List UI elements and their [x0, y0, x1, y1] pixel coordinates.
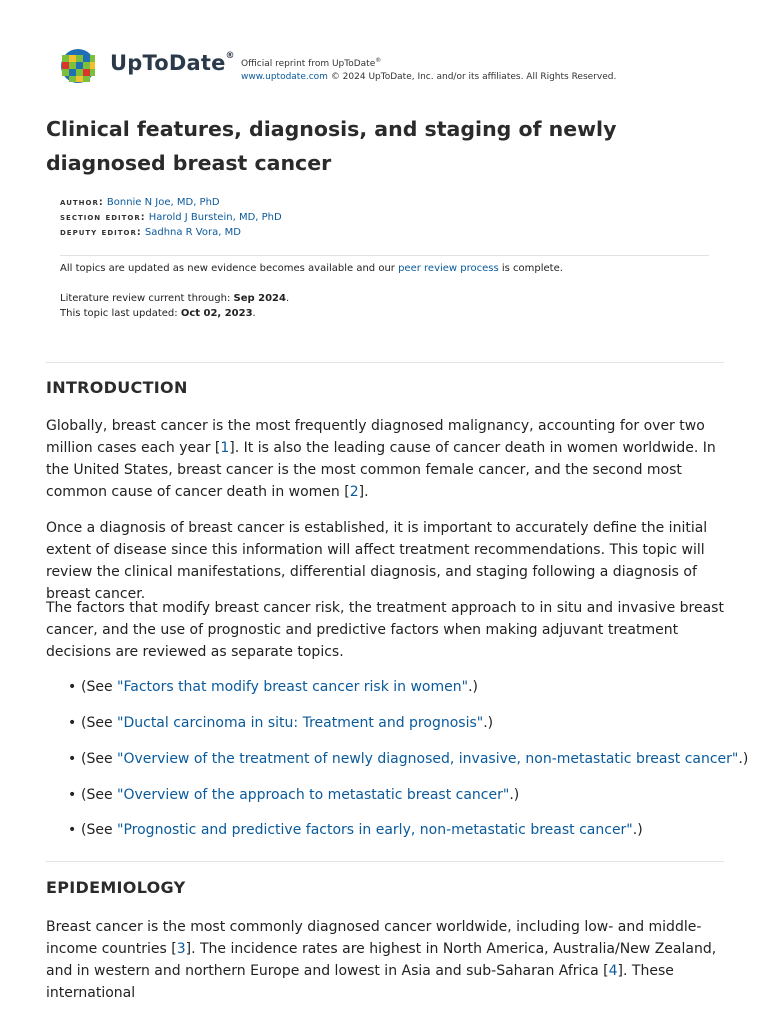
- contributor-author: author: Bonnie N Joe, MD, PhD: [60, 197, 220, 208]
- document-page: UpToDate® Official reprint from UpToDate® www.uptodate.com © 2024 UpToDate, Inc. and/or its affiliates. All Rights Reserved. Clinical features, diagnosis, and staging of newly diagnosed breast cancer author: Bonnie N Joe, MD, PhD section editor: Harold J Burstein, MD, PhD deputy editor: Sadhna R Vora, MD All topics are updated as new evidence becomes available and our peer review process is complete. Literature review current through: Sep 2024. This topic last updated: Oct 02, 2023. INTRODUCTION Globally, breast cancer is the most frequently diagnosed malignancy, accounting for over two million cases each year [1]. It is also the leading cause of cancer death in women worldwide. In the United States, breast cancer is the most common female cancer, and the second most common cause of cancer death in women [2]. Once a diagnosis of breast cancer is established, it is important to accurately define the initial extent of disease since this information will affect treatment recommendations. This topic will review the clinical manifestations, differential diagnosis, and staging following a diagnosis of breast cancer. The factors that modify breast cancer risk, the treatment approach to in situ and invasive breast cancer, and the use of prognostic and predictive factors when making adjuvant treatment decisions are reviewed as separate topics. • (See "Factors that modify breast cancer risk in women".) • (See "Ductal carcinoma in situ: Treatment and prognosis".) • (See "Overview of the treatment of newly diagnosed, invasive, non-metastatic breast cancer".) • (See "Overview of the approach to metastatic breast cancer".) • (See "Prognostic and predictive factors in early, non-metastatic breast cancer".) EPIDEMIOLOGY Breast cancer is the most commonly diagnosed cancer worldwide, including low- and middle-income countries [3]. The incidence rates are highest in North America, Australia/New Zealand, and in western and northern Europe and lowest in Asia and sub-Saharan Africa [4]. These international: [0, 0, 768, 1024]
- section-editor-link[interactable]: Harold J Burstein, MD, PhD: [148, 212, 282, 223]
- author-link[interactable]: Bonnie N Joe, MD, PhD: [106, 197, 220, 208]
- section-heading-introduction: INTRODUCTION: [46, 378, 188, 397]
- reference-link-1[interactable]: 1: [220, 440, 230, 456]
- last-updated-date: This topic last updated: Oct 02, 2023.: [60, 308, 256, 319]
- section-divider: [46, 861, 724, 862]
- divider: [60, 255, 709, 256]
- reference-link-2[interactable]: 2: [349, 484, 359, 500]
- peer-review-link[interactable]: peer review process: [398, 263, 499, 274]
- update-notice: All topics are updated as new evidence becomes available and our peer review process is complete.: [60, 263, 563, 274]
- reference-link-3[interactable]: 3: [176, 941, 186, 957]
- brand-name: UpToDate®: [110, 51, 235, 75]
- intro-paragraph-1: Globally, breast cancer is the most frequently diagnosed malignancy, accounting for over two million cases each year [1]. It is also the leading cause of cancer death in women worldwide. In the United States, breast cancer is the most common female cancer, and the second most common cause of cancer death in women [2].: [46, 418, 716, 500]
- section-heading-epidemiology: EPIDEMIOLOGY: [46, 878, 186, 897]
- review-dates: [60, 291, 720, 321]
- header: [58, 46, 738, 86]
- topic-link-metastatic[interactable]: "Overview of the approach to metastatic breast cancer": [117, 787, 510, 803]
- intro-paragraph-2: Once a diagnosis of breast cancer is established, it is important to accurately define the initial extent of disease since this information will affect treatment recommendations. This topic will review the clinical manifestations, differential diagnosis, and staging following a diagnosis of breast cancer.: [46, 520, 708, 602]
- deputy-editor-link[interactable]: Sadhna R Vora, MD: [144, 227, 241, 238]
- reference-link-4[interactable]: 4: [608, 963, 618, 979]
- topic-link-prognostic-factors[interactable]: "Prognostic and predictive factors in early, non-metastatic breast cancer": [117, 822, 633, 838]
- site-link[interactable]: www.uptodate.com: [241, 72, 328, 82]
- contributor-section-editor: section editor: Harold J Burstein, MD, PhD: [60, 212, 282, 223]
- section-divider: [46, 362, 724, 363]
- literature-review-date: Literature review current through: Sep 2024.: [60, 293, 290, 304]
- topic-link-invasive-treatment[interactable]: "Overview of the treatment of newly diagnosed, invasive, non-metastatic breast cancer": [117, 751, 739, 767]
- epidemiology-paragraph-1: Breast cancer is the most commonly diagnosed cancer worldwide, including low- and middle-income countries [3]. The incidence rates are highest in North America, Australia/New Zealand, and in western and northern Europe and lowest in Asia and sub-Saharan Africa [4]. These international: [46, 919, 717, 1001]
- contributor-deputy-editor: deputy editor: Sadhna R Vora, MD: [60, 227, 241, 238]
- intro-paragraph-3: The factors that modify breast cancer risk, the treatment approach to in situ and invasive breast cancer, and the use of prognostic and predictive factors when making adjuvant treatment decisions are reviewed as separate topics.: [46, 600, 724, 660]
- contributors: [60, 195, 282, 240]
- uptodate-logo-icon: [58, 48, 98, 84]
- page-title: Clinical features, diagnosis, and staging of newly diagnosed breast cancer: [46, 117, 617, 175]
- topic-link-dcis[interactable]: "Ductal carcinoma in situ: Treatment and prognosis": [117, 715, 484, 731]
- reprint-notice: Official reprint from UpToDate® www.uptodate.com © 2024 UpToDate, Inc. and/or its affiliates. All Rights Reserved.: [241, 57, 617, 82]
- topic-link-risk-factors[interactable]: "Factors that modify breast cancer risk in women": [117, 679, 469, 695]
